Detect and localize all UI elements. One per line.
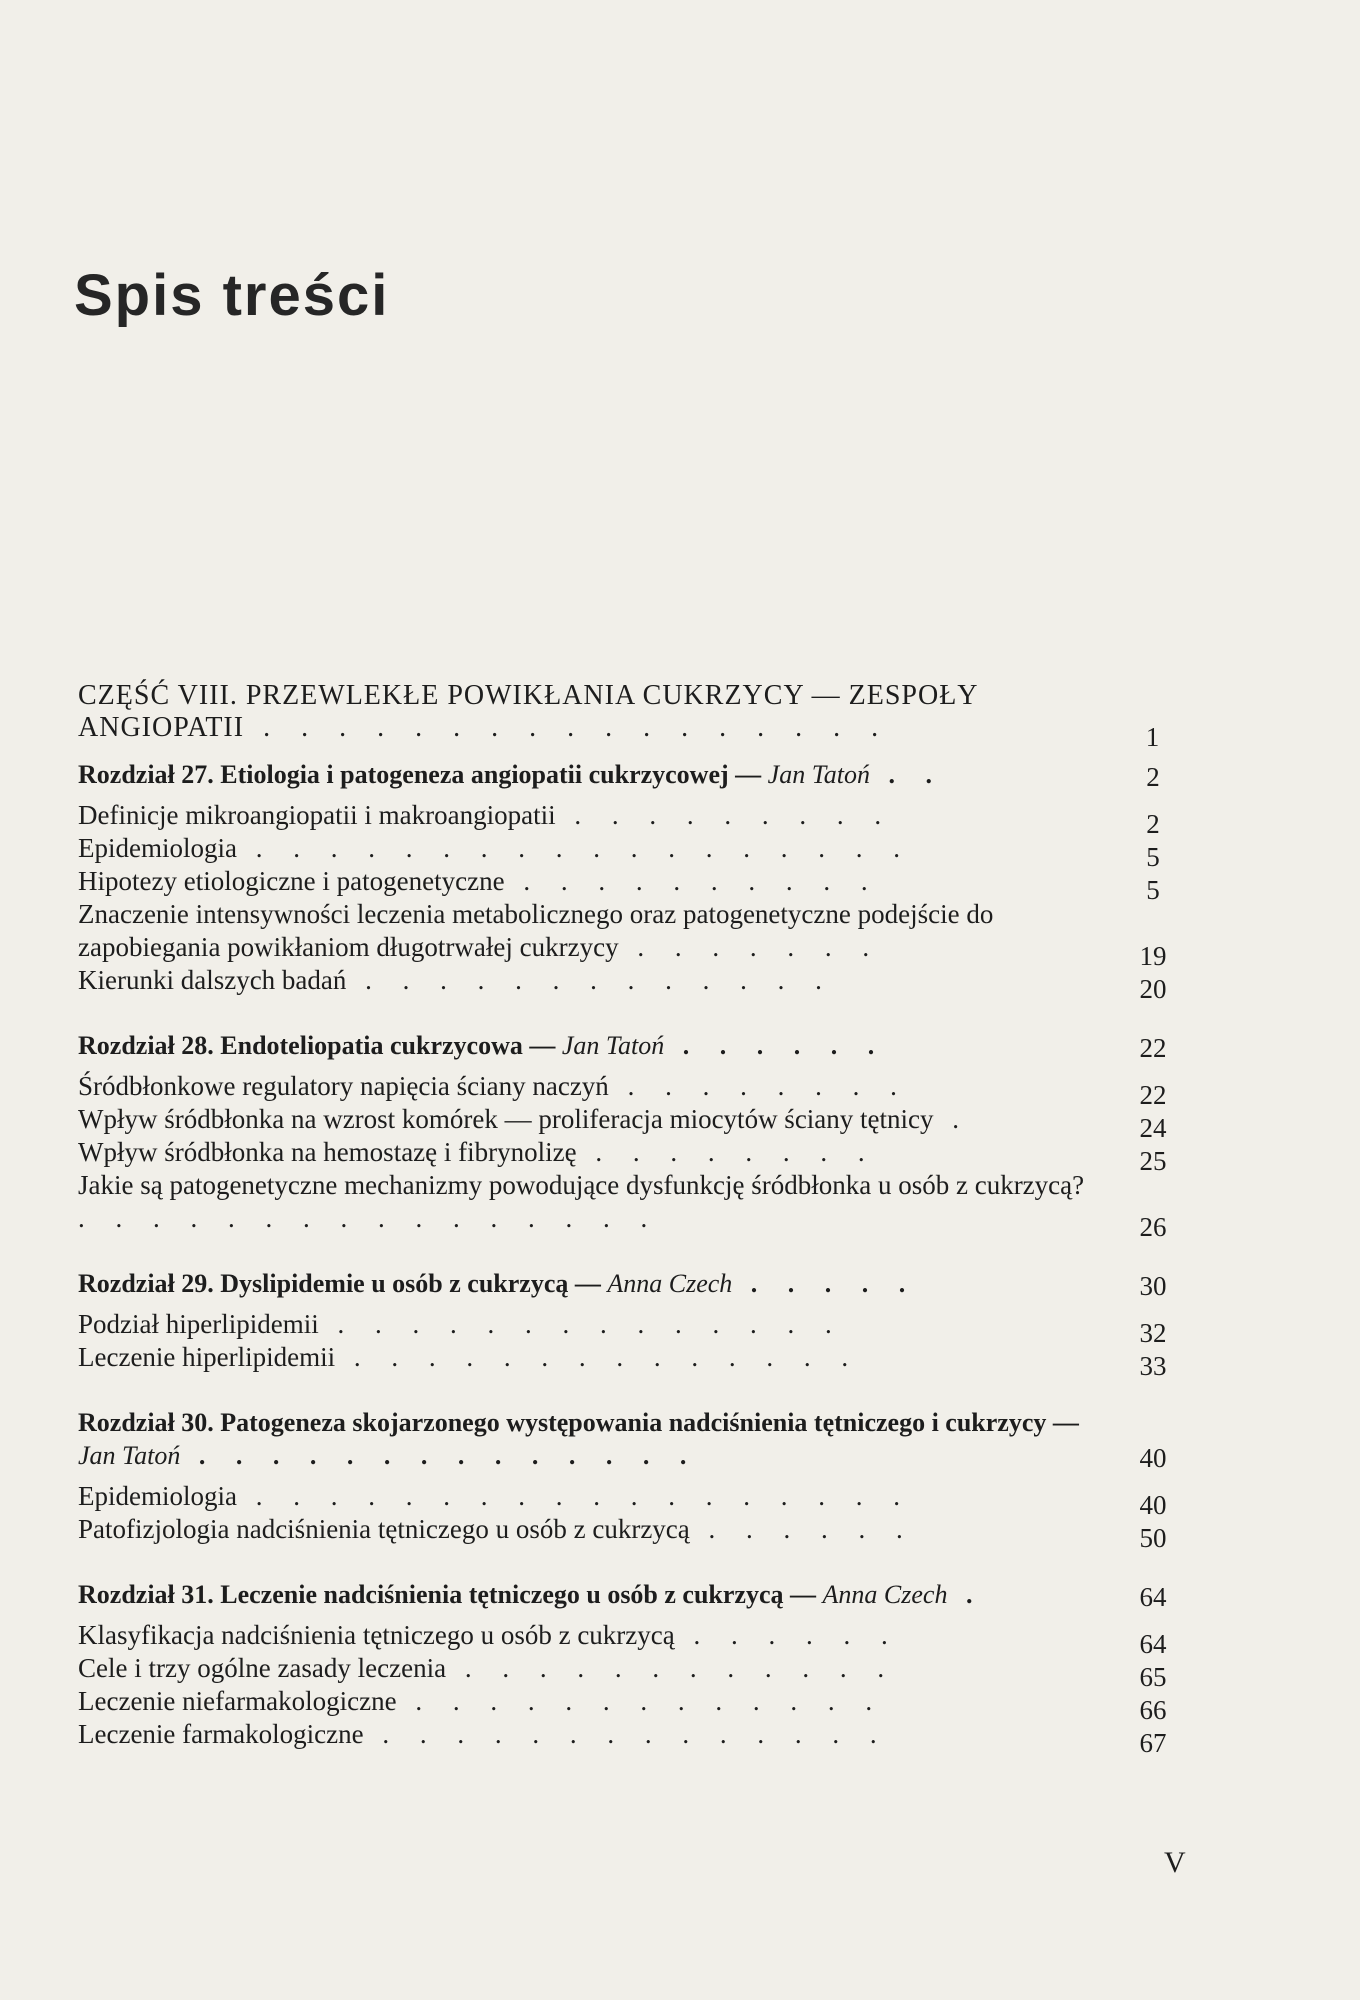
toc-chapter-heading	[78, 1406, 1167, 1473]
toc-chapter-title: Rozdział 30. Patogeneza skojarzonego występowania nadciśnienia tętniczego i cukrzycy —	[78, 1408, 1079, 1437]
dot-leader: . . . . . . . . . . . . . . . .	[78, 1203, 660, 1233]
toc-page-number: 22	[1139, 1033, 1167, 1063]
toc-chapter-author: Jan Tatoń	[561, 1031, 665, 1060]
toc-part-heading	[78, 680, 1161, 752]
dot-leader: . . . . . .	[664, 1031, 887, 1060]
toc-chapter-heading	[78, 1267, 1167, 1301]
toc-item	[78, 1480, 1167, 1520]
toc-item	[78, 1513, 1167, 1553]
toc-item	[78, 1619, 1167, 1659]
toc-chapter-title: Rozdział 31. Leczenie nadciśnienia tętniczego u osób z cukrzycą —	[78, 1580, 817, 1609]
toc-item-title: Leczenie farmakologiczne	[78, 1719, 364, 1749]
dot-leader: . . . . . . . . . . . . .	[346, 965, 834, 995]
toc-page-number: 32	[1139, 1318, 1167, 1348]
toc-item-title: Leczenie hiperlipidemii	[78, 1342, 336, 1372]
toc-item-title: Hipotezy etiologiczne i patogenetyczne	[78, 866, 505, 896]
toc-chapter-heading	[78, 1029, 1167, 1063]
toc-chapter-author: Jan Tatoń	[767, 760, 871, 789]
toc-item-title: Epidemiologia	[78, 833, 237, 863]
toc-item-title: Znaczenie intensywności leczenia metabolicznego oraz patogenetyczne podejście do zapobiegania powikłaniom długotrwałej cukrzycy	[78, 899, 994, 962]
toc-page-number: 2	[1146, 762, 1160, 792]
toc-item-title: Patofizjologia nadciśnienia tętniczego u osób z cukrzycą	[78, 1514, 690, 1544]
toc-chapter-author: Anna Czech	[607, 1269, 733, 1298]
toc-item	[78, 964, 1167, 1004]
toc-chapter-heading	[78, 758, 1160, 792]
toc-page-number: 26	[1139, 1212, 1167, 1242]
toc-part-title: CZĘŚĆ VIII. PRZEWLEKŁE POWIKŁANIA CUKRZYCY — ZESPOŁY ANGIOPATII	[78, 680, 978, 743]
toc-item	[78, 1169, 1167, 1242]
toc-page-number: 24	[1139, 1113, 1167, 1143]
toc-page-number: 1	[1145, 722, 1161, 752]
toc-item	[78, 1718, 1167, 1758]
toc-page-number: 33	[1139, 1351, 1167, 1381]
dot-leader: . . . . . . . .	[576, 1137, 877, 1167]
toc-page-number: 5	[1146, 842, 1160, 872]
dot-leader: . . . . . . . . . . . .	[446, 1653, 897, 1683]
toc-item-title: Podział hiperlipidemii	[78, 1309, 319, 1339]
toc-page-number: 30	[1139, 1271, 1167, 1301]
dot-leader: . .	[870, 760, 945, 789]
toc-chapter-heading	[78, 1578, 1167, 1612]
toc-item-title: Leczenie niefarmakologiczne	[78, 1686, 397, 1716]
toc-item	[78, 1652, 1167, 1692]
toc-item	[78, 898, 1167, 971]
dot-leader: . . . . . . . . . . . . . .	[180, 1441, 699, 1470]
toc-item-title: Śródbłonkowe regulatory napięcia ściany naczyń	[78, 1071, 609, 1101]
toc-item-title: Klasyfikacja nadciśnienia tętniczego u osób z cukrzycą	[78, 1620, 675, 1650]
toc-chapter-author: Jan Tatoń	[78, 1441, 181, 1470]
dot-leader: . . . . . . . . . . . . . . . . . .	[236, 833, 912, 863]
toc-item	[78, 1103, 1167, 1143]
dot-leader: . . . . . . . . . . . . . .	[363, 1719, 889, 1749]
dot-leader: . . . . . . . . . . . . . . . . . .	[236, 1481, 912, 1511]
toc-item-title: Wpływ śródbłonka na hemostazę i fibrynolizę	[78, 1137, 577, 1167]
toc-chapter-title: Rozdział 28. Endoteliopatia cukrzycowa —	[78, 1031, 556, 1060]
dot-leader: . . . . . . . .	[608, 1071, 909, 1101]
toc-item-title: Definicje mikroangiopatii i makroangiopatii	[78, 800, 556, 830]
dot-leader: . . . . . . . . . . . . . .	[318, 1309, 844, 1339]
dot-leader: .	[947, 1580, 985, 1609]
toc-page-number: 50	[1139, 1523, 1167, 1553]
toc-chapter-author: Anna Czech	[822, 1580, 948, 1609]
toc-item	[78, 865, 1160, 905]
toc-page-number: 40	[1139, 1443, 1167, 1473]
toc-page-number: 22	[1139, 1080, 1167, 1110]
toc-page-number: 66	[1139, 1695, 1167, 1725]
toc-page-number: 20	[1139, 974, 1167, 1004]
toc-item	[78, 832, 1160, 872]
toc-page-number: 2	[1146, 809, 1160, 839]
dot-leader: . . . . . . . . .	[555, 800, 894, 830]
toc-item	[78, 1308, 1167, 1348]
toc-chapter-title: Rozdział 29. Dyslipidemie u osób z cukrzycą —	[78, 1269, 601, 1298]
dot-leader: . . . . . . . . . . . . .	[396, 1686, 885, 1716]
dot-leader: .	[933, 1104, 972, 1134]
toc-item	[78, 1136, 1167, 1176]
toc-item	[78, 1341, 1167, 1381]
toc-item-title: Cele i trzy ogólne zasady leczenia	[78, 1653, 447, 1683]
dot-leader: . . . . .	[732, 1269, 918, 1298]
toc-item-title: Wpływ śródbłonka na wzrost komórek — proliferacja miocytów ściany tętnicy	[78, 1104, 934, 1134]
dot-leader: . . . . . . . . . .	[504, 866, 880, 896]
page-folio: V	[1164, 1846, 1186, 1879]
toc-page-number: 25	[1139, 1146, 1167, 1176]
toc-page-number: 5	[1146, 875, 1160, 905]
toc-item-title: Epidemiologia	[78, 1481, 237, 1511]
dot-leader: . . . . . . .	[618, 932, 882, 962]
toc-page-number: 65	[1139, 1662, 1167, 1692]
toc-page-number: 40	[1139, 1490, 1167, 1520]
dot-leader: . . . . . . . . . . . . . .	[335, 1342, 861, 1372]
dot-leader: . . . . . . . . . . . . . . . . .	[244, 712, 891, 743]
dot-leader: . . . . . .	[674, 1620, 900, 1650]
toc-item-title: Jakie są patogenetyczne mechanizmy powodujące dysfunkcję śródbłonka u osób z cukrzycą?	[78, 1170, 1085, 1200]
toc-chapter-title: Rozdział 27. Etiologia i patogeneza angiopatii cukrzycowej —	[78, 760, 762, 789]
toc-page-number: 64	[1139, 1629, 1167, 1659]
toc-page-number: 67	[1139, 1728, 1167, 1758]
toc-item	[78, 1070, 1167, 1110]
toc-page-number: 64	[1139, 1582, 1167, 1612]
table-of-contents	[78, 680, 1178, 1758]
toc-item-title: Kierunki dalszych badań	[78, 965, 347, 995]
page-title: Spis treści	[74, 263, 390, 328]
toc-item	[78, 799, 1160, 839]
toc-page-number: 19	[1139, 941, 1167, 971]
toc-item	[78, 1685, 1167, 1725]
dot-leader: . . . . . .	[689, 1514, 915, 1544]
